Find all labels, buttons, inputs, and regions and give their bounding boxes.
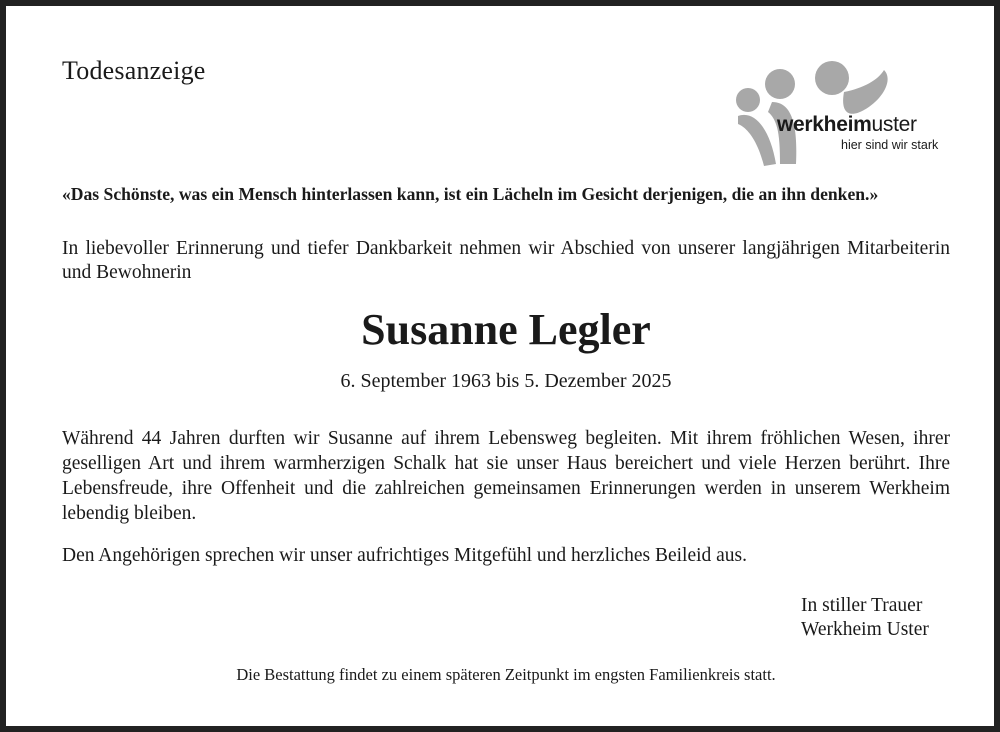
logo-word-regular: uster — [871, 113, 917, 136]
logo-tagline: hier sind wir stark — [841, 138, 939, 152]
werkheim-uster-logo — [732, 58, 954, 170]
closing-line-mourning: In stiller Trauer — [801, 595, 923, 616]
intro-paragraph: In liebevoller Erinnerung und tiefer Dankbarkeit nehmen wir Abschied von unserer langjährigen Mitarbeiterin und Bewohnerin — [62, 238, 950, 283]
burial-notice: Die Bestattung findet zu einem späteren Zeitpunkt im engsten Familienkreis statt. — [236, 665, 776, 684]
notice-heading: Todesanzeige — [62, 56, 206, 85]
tribute-paragraph: Während 44 Jahren durften wir Susanne auf ihrem Lebensweg begleiten. Mit ihrem fröhlichen Wesen, ihrer geselligen Art und ihrem warmherzigen Schalk hat sie unser Haus bereichert und viele Herzen berührt. Ihre Lebensfreude, ihre Offenheit und die zahlreichen gemeinsamen Erinnerungen werden in unserem Werkheim lebendig bleiben. — [62, 428, 950, 524]
closing-line-organization: Werkheim Uster — [801, 619, 929, 640]
life-dates: 6. September 1963 bis 5. Dezember 2025 — [340, 370, 672, 392]
deceased-name: Susanne Legler — [361, 305, 651, 354]
logo-word-bold: werkheim — [777, 113, 872, 136]
closing-signature — [801, 594, 971, 642]
logo-wordmark — [777, 113, 917, 137]
condolence-paragraph: Den Angehörigen sprechen wir unser aufrichtiges Mitgefühl und herzliches Beileid aus. — [62, 545, 748, 566]
memorial-quote: «Das Schönste, was ein Mensch hinterlassen kann, ist ein Lächeln im Gesicht derjenigen, die an ihn denken.» — [62, 184, 879, 204]
